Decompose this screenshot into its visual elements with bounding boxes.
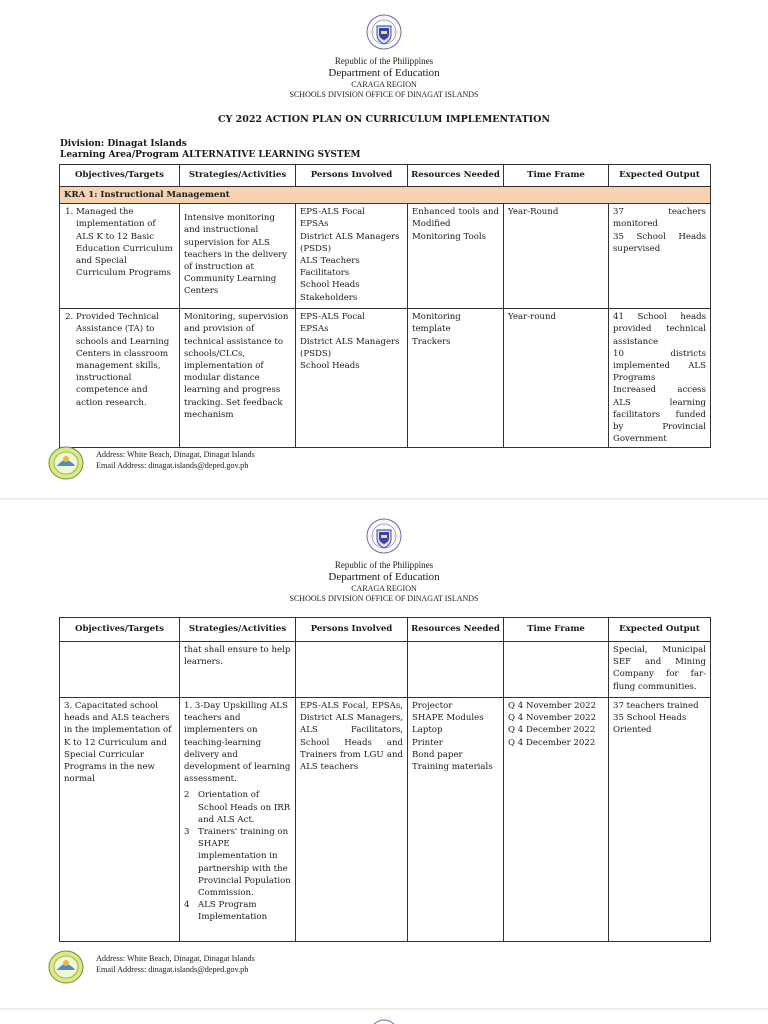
header-resources: Resources Needed: [408, 165, 504, 187]
action-plan-table-continued: [59, 617, 711, 942]
footer-email: Email Address: dinagat.islands@deped.gov.ph: [96, 964, 249, 974]
persons-cell: EPS-ALS Focal EPSAs District ALS Managers (PSDS) School Heads: [296, 309, 408, 448]
division-line: Division: Dinagat Islands: [60, 139, 187, 149]
footer-address: Address: White Beach, Dinagat, Dinagat Islands: [96, 450, 255, 459]
sub-item-number: 2: [184, 790, 190, 801]
sub-item-number: 3: [184, 827, 190, 838]
action-plan-table: [59, 164, 711, 448]
document-page-1: [0, 0, 768, 498]
objective-cell: 3. Capacitated school heads and ALS teachers in the implementation of K to 12 Curriculum and Special Curricular Programs in the new normal: [60, 698, 180, 942]
sub-item-number: 4: [184, 900, 190, 911]
header-persons: Persons Involved: [296, 165, 408, 187]
kra-label: KRA 1: Instructional Management: [60, 187, 711, 204]
department-line: Department of Education: [328, 67, 440, 79]
persons-cell: [296, 642, 408, 698]
objective-cell: [60, 309, 180, 448]
output-cell: 37 teachers trained 35 School Heads Oriented: [609, 698, 711, 942]
header-strategies: Strategies/Activities: [180, 618, 296, 642]
time-frame-cell: Year-Round: [504, 204, 609, 309]
output-cell: Special, Municipal SEF and Mining Company for far-flung communities.: [609, 642, 711, 698]
sub-item-text: Orientation of School Heads on IRR and ALS Act.: [198, 790, 291, 825]
output-cell: 37 teachers monitored 35 School Heads supervised: [609, 204, 711, 309]
persons-cell: EPS-ALS Focal EPSAs District ALS Managers (PSDS) ALS Teachers Facilitators School Heads Stakeholders: [296, 204, 408, 309]
document-page-2: [0, 500, 768, 1008]
header-row: [60, 618, 711, 642]
table-row: [60, 204, 711, 309]
document-page-3: [0, 1010, 768, 1024]
persons-cell: EPS-ALS Focal, EPSAs, District ALS Managers, ALS Facilitators, School Heads and Trainers from LGU and ALS teachers: [296, 698, 408, 942]
resources-cell: Projector SHAPE Modules Laptop Printer Bond paper Training materials: [408, 698, 504, 942]
table-row: [60, 642, 711, 698]
division-logo-icon: [48, 446, 84, 480]
header-strategies: Strategies/Activities: [180, 165, 296, 187]
republic-line: Republic of the Philippines: [334, 560, 434, 570]
sub-item-text: ALS Program Implementation: [198, 900, 268, 923]
resources-cell: [408, 642, 504, 698]
kra-row: [60, 187, 711, 204]
region-line: CARAGA REGION: [351, 80, 417, 89]
footer-email: Email Address: dinagat.islands@deped.gov.ph: [96, 460, 249, 470]
office-line: SCHOOLS DIVISION OFFICE OF DINAGAT ISLANDS: [289, 90, 479, 99]
region-line: CARAGA REGION: [351, 584, 417, 593]
department-line: Department of Education: [328, 571, 440, 583]
letterhead: [0, 56, 768, 100]
footer-address: Address: White Beach, Dinagat, Dinagat Islands: [96, 954, 255, 963]
table-row: [60, 698, 711, 942]
objective-cell: [60, 642, 180, 698]
header-persons: Persons Involved: [296, 618, 408, 642]
objective-cell: [60, 204, 180, 309]
header-time-frame: Time Frame: [504, 618, 609, 642]
strategy-sub-item: [184, 899, 291, 923]
strategy-sub-item: [184, 789, 291, 826]
header-expected-output: Expected Output: [609, 165, 711, 187]
sub-item-text: Trainers' training on SHAPE implementation in partnership with the Provincial Population Commission.: [198, 827, 291, 899]
time-frame-cell: Q 4 November 2022 Q 4 November 2022 Q 4 December 2022 Q 4 December 2022: [504, 698, 609, 942]
header-row: [60, 165, 711, 187]
header-time-frame: Time Frame: [504, 165, 609, 187]
letterhead: [0, 560, 768, 604]
objective-text: 2. Provided Technical Assistance (TA) to schools and Learning Centers in classroom management skills, instructional competence and action research.: [76, 311, 175, 409]
deped-seal-icon: [372, 1018, 396, 1024]
strategy-cell: Monitoring, supervision and provision of technical assistance to schools/CLCs, implementation of modular distance learning and progress tracking. Set feedback mechanism: [180, 309, 296, 448]
deped-seal-icon: [366, 14, 402, 50]
strategy-cell: Intensive monitoring and instructional supervision for ALS teachers in the delivery of instruction at Community Learning Centers: [180, 204, 296, 309]
learning-area-line: Learning Area/Program ALTERNATIVE LEARNING SYSTEM: [60, 150, 361, 160]
time-frame-cell: Year-round: [504, 309, 609, 448]
table-row: [60, 309, 711, 448]
time-frame-cell: [504, 642, 609, 698]
division-logo-icon: [48, 950, 84, 984]
objective-text: 1. Managed the implementation of ALS K to 12 Basic Education Curriculum and Special Curriculum Programs: [76, 206, 175, 279]
resources-cell: Enhanced tools and Modified Monitoring Tools: [408, 204, 504, 309]
republic-line: Republic of the Philippines: [334, 56, 434, 66]
header-objectives: Objectives/Targets: [60, 618, 180, 642]
strategy-sub-item: [184, 826, 291, 899]
header-resources: Resources Needed: [408, 618, 504, 642]
header-expected-output: Expected Output: [609, 618, 711, 642]
footer-address-block: [96, 450, 255, 471]
strategy-cell: [180, 698, 296, 942]
footer-address-block: [96, 954, 255, 975]
document-title: CY 2022 ACTION PLAN ON CURRICULUM IMPLEMENTATION: [217, 114, 551, 125]
output-cell: 41 School heads provided technical assistance 10 districts implemented ALS Programs Increased access ALS learning facilitators funded by Provincial Government: [609, 309, 711, 448]
strategy-main-text: 1. 3-Day Upskilling ALS teachers and implementers on teaching-learning delivery and development of learning assessment.: [184, 701, 291, 785]
strategy-cell: that shall ensure to help learners.: [180, 642, 296, 698]
deped-seal-icon: [366, 518, 402, 554]
resources-cell: Monitoring template Trackers: [408, 309, 504, 448]
header-objectives: Objectives/Targets: [60, 165, 180, 187]
office-line: SCHOOLS DIVISION OFFICE OF DINAGAT ISLANDS: [289, 594, 479, 603]
